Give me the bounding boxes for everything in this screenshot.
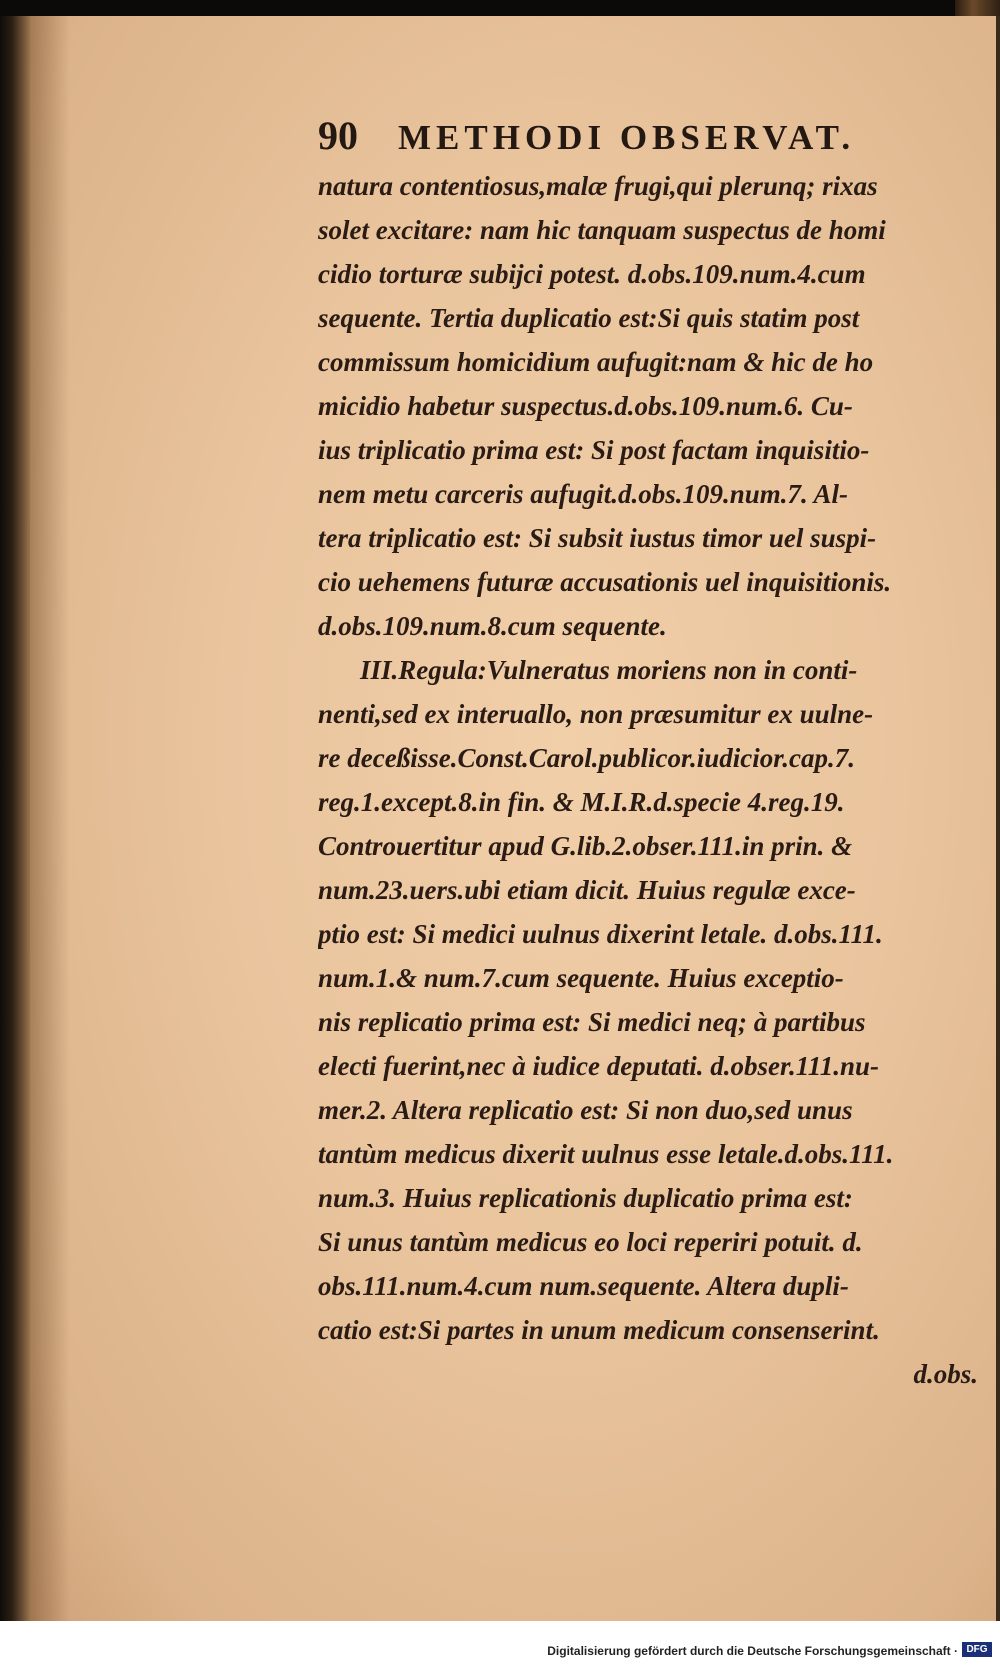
text-line: mer.2. Altera replicatio est: Si non duo,sed unus (318, 1095, 853, 1125)
gutter-shadow (30, 16, 70, 1621)
text-line: nem metu carceris aufugit.d.obs.109.num.7. Al- (318, 479, 849, 509)
text-line: catio est:Si partes in unum medicum consenserint. (318, 1315, 880, 1345)
text-line: reg.1.except.8.in fin. & M.I.R.d.specie 4.reg.19. (318, 787, 845, 817)
body-text (318, 164, 978, 1396)
text-line: num.23.uers.ubi etiam dicit. Huius regulæ exce- (318, 875, 856, 905)
text-line: Si unus tantùm medicus eo loci reperiri potuit. d. (318, 1227, 863, 1257)
dfg-logo-icon: DFG (962, 1642, 992, 1657)
text-line: ptio est: Si medici uulnus dixerint letale. d.obs.111. (318, 919, 883, 949)
text-line: Controuertitur apud G.lib.2.obser.111.in prin. & (318, 831, 853, 861)
text-line: num.1.& num.7.cum sequente. Huius exceptio- (318, 963, 844, 993)
text-line: obs.111.num.4.cum num.sequente. Altera dupli- (318, 1271, 849, 1301)
running-head (318, 112, 878, 164)
text-line: commissum homicidium aufugit:nam & hic de ho (318, 347, 874, 377)
text-line: solet excitare: nam hic tanquam suspectus de homi (318, 215, 886, 245)
text-line: re deceßisse.Const.Carol.publicor.iudicior.cap.7. (318, 743, 856, 773)
scan-top-border (0, 0, 1000, 16)
text-line: cio uehemens futuræ accusationis uel inquisitionis. (318, 567, 892, 597)
text-line: tera triplicatio est: Si subsit iustus timor uel suspi- (318, 523, 877, 553)
running-head-title: METHODI OBSERVAT. (398, 118, 856, 157)
page-right-edge (996, 16, 1000, 1621)
text-line: micidio habetur suspectus.d.obs.109.num.6. Cu- (318, 391, 853, 421)
text-line: natura contentiosus,malæ frugi,qui plerunq; rixas (318, 171, 878, 201)
text-line: cidio torturæ subijci potest. d.obs.109.num.4.cum (318, 259, 866, 289)
text-line: tantùm medicus dixerit uulnus esse letale.d.obs.111. (318, 1139, 894, 1169)
text-line: sequente. Tertia duplicatio est:Si quis statim post (318, 303, 860, 333)
text-line-paragraph-start: III.Regula:Vulneratus moriens non in conti- (360, 655, 858, 685)
digitization-credit: Digitalisierung gefördert durch die Deutsche Forschungsgemeinschaft · (547, 1644, 958, 1658)
text-line: d.obs.109.num.8.cum sequente. (318, 611, 667, 641)
catchword: d.obs. (913, 1359, 978, 1389)
text-line: nis replicatio prima est: Si medici neq; à partibus (318, 1007, 866, 1037)
text-line: nenti,sed ex interuallo, non præsumitur ex uulne- (318, 699, 874, 729)
page-number: 90 (318, 113, 358, 158)
text-line: ius triplicatio prima est: Si post factam inquisitio- (318, 435, 870, 465)
book-spine-edge (0, 16, 30, 1621)
text-line: electi fuerint,nec à iudice deputati. d.obser.111.nu- (318, 1051, 880, 1081)
text-line: num.3. Huius replicationis duplicatio prima est: (318, 1183, 853, 1213)
